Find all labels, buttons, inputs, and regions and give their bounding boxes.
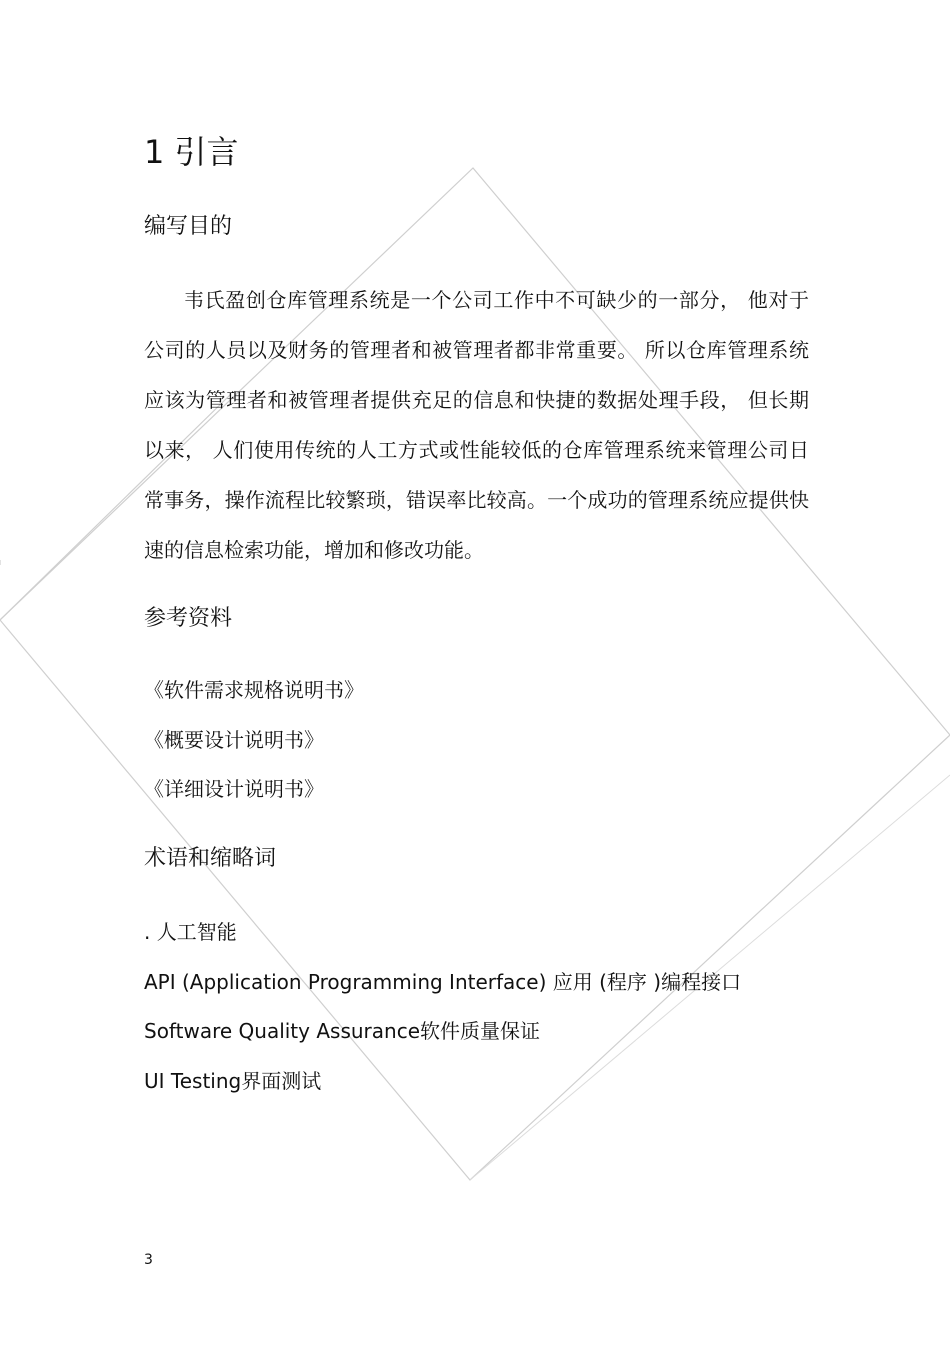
term-item: Software Quality Assurance软件质量保证 bbox=[144, 1019, 540, 1043]
terms-list bbox=[144, 908, 741, 1106]
purpose-paragraph: 韦氏盈创仓库管理系统是一个公司工作中不可缺少的一部分， 他对于公司的人员以及财务的管理者和被管理者都非常重要。 所以仓库管理系统应该为管理者和被管理者提供充足的信息和快捷的数据处理手段， 但长期以来， 人们使用传统的人工方式或性能较低的仓库管理系统来管理公司日常事务，操作流程比较繁琐，错误率比较高。一个成功的管理系统应提供快速的信息检索功能，增加和修改功能。 bbox=[144, 288, 809, 562]
reference-item: 《软件需求规格说明书》 bbox=[144, 678, 364, 702]
reference-list bbox=[144, 666, 364, 815]
term-item: . 人工智能 bbox=[144, 920, 237, 944]
reference-item: 《详细设计说明书》 bbox=[144, 777, 324, 801]
section-heading-purpose: 编写目的 bbox=[144, 214, 233, 239]
section-heading-references: 参考资料 bbox=[144, 606, 233, 631]
page-number: 3 bbox=[144, 1252, 153, 1268]
reference-item: 《概要设计说明书》 bbox=[144, 727, 324, 752]
term-item: UI Testing界面测试 bbox=[144, 1068, 322, 1093]
document-page bbox=[144, 0, 814, 1345]
term-item: API (Application Programming Interface) 应用 (程序 )编程接口 bbox=[144, 969, 742, 994]
chapter-title: 1 引言 bbox=[144, 133, 239, 171]
section-heading-terms: 术语和缩略词 bbox=[144, 846, 277, 871]
